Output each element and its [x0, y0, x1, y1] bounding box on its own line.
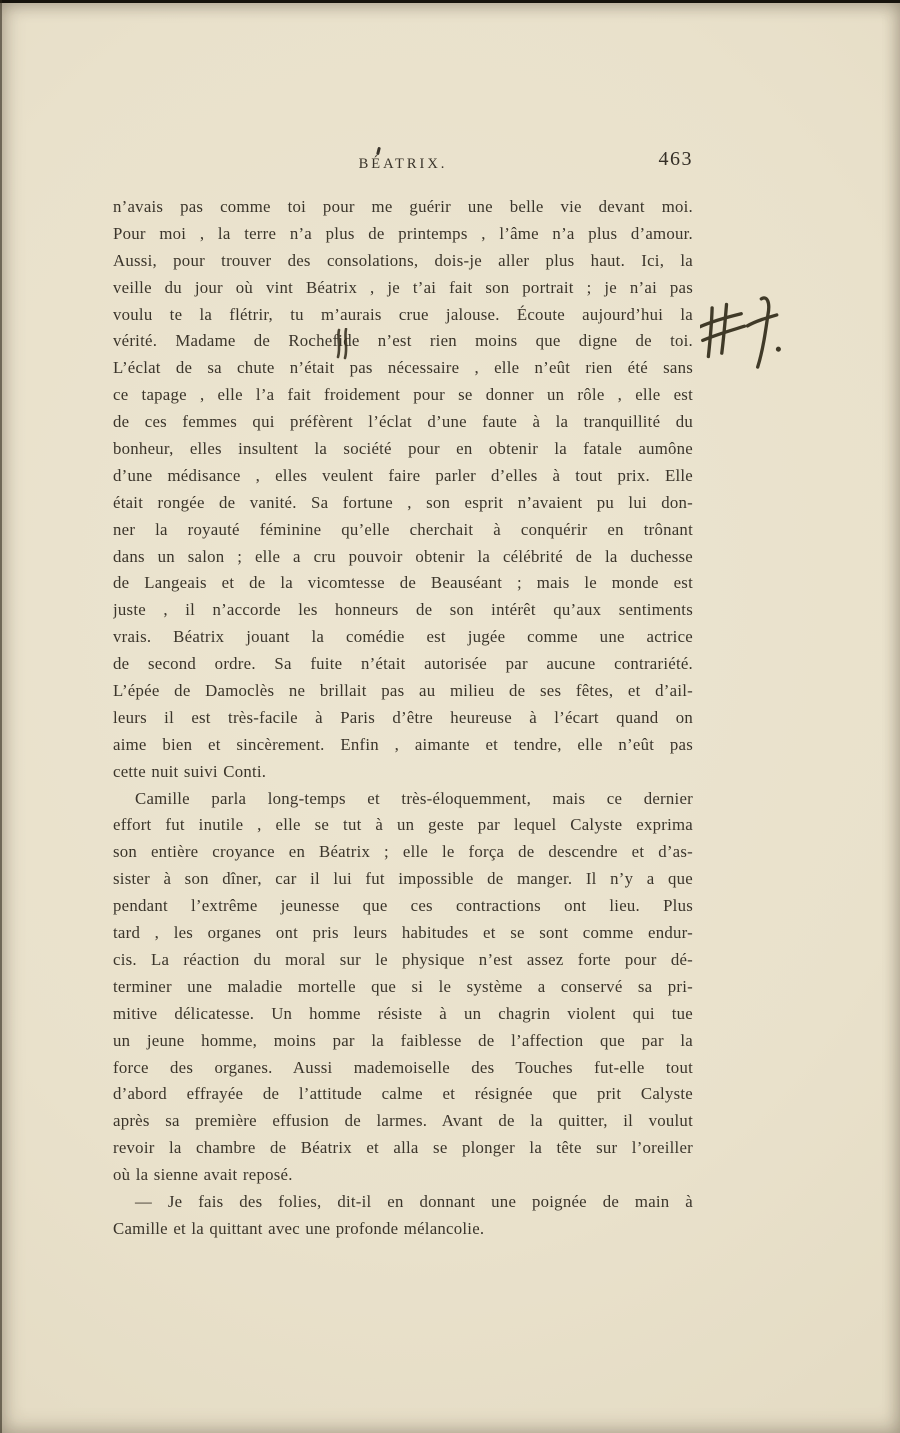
- text-line: terminer une maladie mortelle que si le système a conservé sa pri-: [113, 976, 693, 996]
- text-line: d’une médisance , elles veulent faire parler d’elles à tout prix. Elle: [113, 465, 693, 485]
- ink-scribble-icon: [334, 328, 352, 360]
- text-line: mitive délicatesse. Un homme résiste à un chagrin violent qui tue: [113, 1003, 693, 1023]
- text-line: où la sienne avait reposé.: [113, 1165, 293, 1185]
- paragraph: [113, 786, 693, 1189]
- page-header: [113, 148, 693, 180]
- text-line: bonheur, elles insultent la société pour en obtenir la fatale aumône: [113, 439, 693, 459]
- running-title: BÉATRIX.: [358, 156, 448, 172]
- text-line: un jeune homme, moins par la faiblesse de l’affection que par la: [113, 1030, 693, 1050]
- text-line: vrais. Béatrix jouant la comédie est jugée comme une actrice: [113, 627, 693, 647]
- paragraph: [113, 194, 693, 786]
- text-line: L’épée de Damoclès ne brillait pas au milieu de ses fêtes, et d’ail-: [113, 681, 693, 701]
- text-line: force des organes. Aussi mademoiselle des Touches fut-elle tout: [113, 1057, 693, 1077]
- text-line: Aussi, pour trouver des consolations, dois-je aller plus haut. Ici, la: [113, 250, 693, 270]
- text-line: Camille parla long-temps et très-éloquemment, mais ce dernier: [135, 788, 693, 808]
- page-number: 463: [658, 148, 693, 170]
- text-line: revoir la chambre de Béatrix et alla se plonger la tête sur l’oreiller: [113, 1138, 693, 1158]
- paragraph: [113, 1189, 693, 1243]
- text-line: de Langeais et de la vicomtesse de Beauséant ; mais le monde est: [113, 573, 693, 593]
- text-line: effort fut inutile , elle se tut à un geste par lequel Calyste exprima: [113, 815, 693, 835]
- text-line: était rongée de vanité. Sa fortune , son esprit n’avaient pu lui don-: [113, 492, 693, 512]
- text-line: après sa première effusion de larmes. Avant de la quitter, il voulut: [113, 1111, 693, 1131]
- text-line: veille du jour où vint Béatrix , je t’ai fait son portrait ; je n’ai pas: [113, 277, 693, 297]
- text-line: pendant l’extrême jeunesse que ces contractions ont lieu. Plus: [113, 896, 693, 916]
- text-line: Pour moi , la terre n’a plus de printemps , l’âme n’a plus d’amour.: [113, 223, 693, 243]
- text-line: sister à son dîner, car il lui fut impossible de manger. Il n’y a que: [113, 869, 693, 889]
- text-line: de ces femmes qui préfèrent l’éclat d’une faute à la tranquillité du: [113, 412, 693, 432]
- text-line: voulu te la flétrir, tu m’aurais crue jalouse. Écoute aujourd’hui la: [113, 304, 693, 324]
- text-line: ner la royauté féminine qu’elle cherchait à conquérir en trônant: [113, 519, 693, 539]
- text-line: n’avais pas comme toi pour me guérir une belle vie devant moi.: [113, 197, 693, 216]
- handwritten-margin-mark-icon: [700, 296, 788, 384]
- text-line: L’éclat de sa chute n’était pas nécessaire , elle n’eût rien été sans: [113, 358, 693, 378]
- text-line: dans un salon ; elle a cru pouvoir obtenir la célébrité de la duchesse: [113, 546, 693, 566]
- text-line: — Je fais des folies, dit-il en donnant une poignée de main à: [135, 1191, 693, 1211]
- text-block: [113, 194, 693, 1243]
- text-line: d’abord effrayée de l’attitude calme et résignée que prit Calyste: [113, 1084, 693, 1104]
- text-line: aime bien et sincèrement. Enfin , aimante et tendre, elle n’eût pas: [113, 734, 693, 754]
- text-line: leurs il est très-facile à Paris d’être heureuse à l’écart quand on: [113, 707, 693, 727]
- text-line: cette nuit suivi Conti.: [113, 761, 267, 781]
- scan-edge-left: [0, 0, 2, 1433]
- text-line: son entière croyance en Béatrix ; elle le força de descendre et d’as-: [113, 842, 693, 862]
- text-line: cis. La réaction du moral sur le physique n’est assez forte pour dé-: [113, 949, 693, 969]
- text-line: Camille et la quittant avec une profonde mélancolie.: [113, 1218, 485, 1238]
- text-line: de second ordre. Sa fuite n’était autorisée par aucune contrariété.: [113, 654, 693, 674]
- text-line: vérité. Madame de Rochefide n’est rien moins que digne de toi.: [113, 331, 693, 351]
- text-line: juste , il n’accorde les honneurs de son intérêt qu’aux sentiments: [113, 600, 693, 620]
- text-line: tard , les organes ont pris leurs habitudes et se sont comme endur-: [113, 923, 693, 943]
- scan-edge-top: [0, 0, 900, 3]
- text-line: ce tapage , elle l’a fait froidement pour se donner un rôle , elle est: [113, 385, 693, 405]
